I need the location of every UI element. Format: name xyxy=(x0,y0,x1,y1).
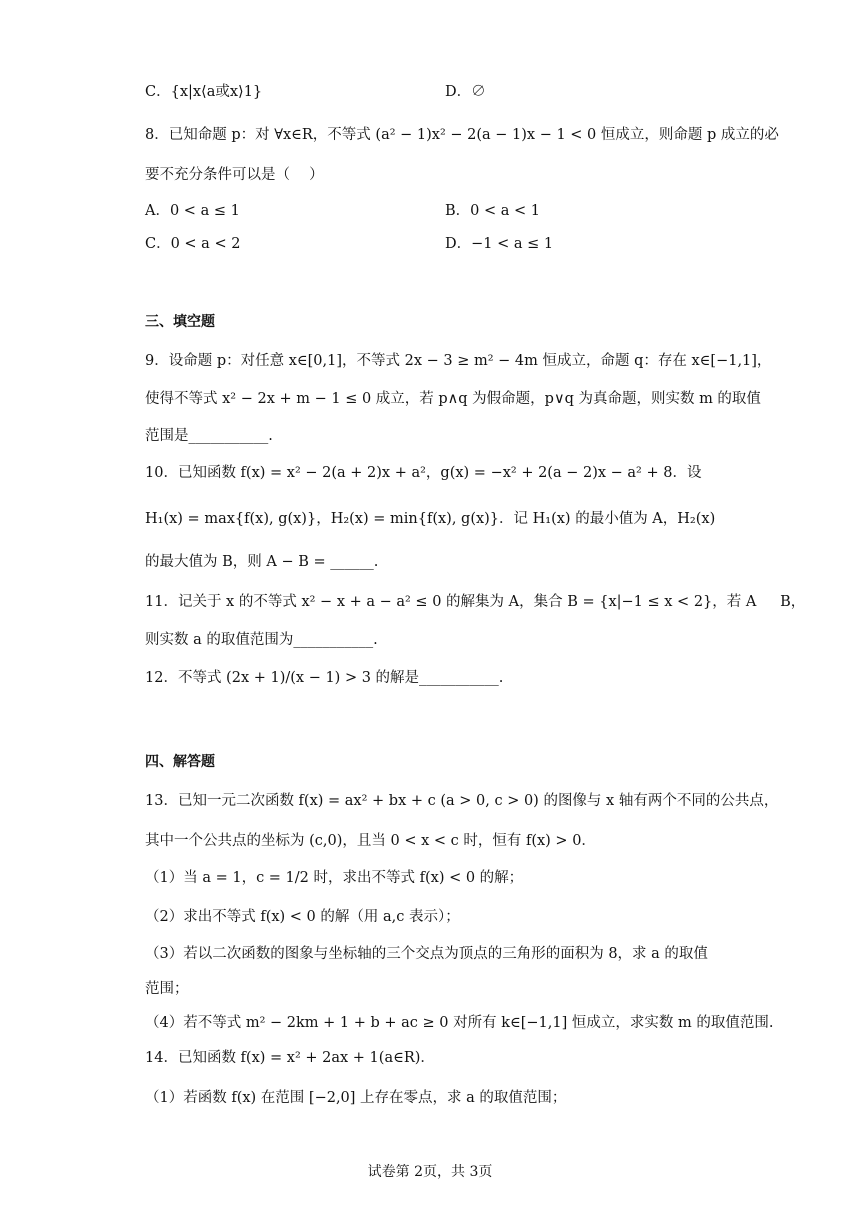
q13-part3-line1: （3）若以二次函数的图象与坐标轴的三个交点为顶点的三角形的面积为 8，求 a 的取值 xyxy=(145,946,708,962)
q13-line1: 13．已知一元二次函数 f(x) = ax² + bx + c (a > 0, c > 0) 的图像与 x 轴有两个不同的公共点， xyxy=(145,793,779,809)
q8-option-d: D．−1 < a ≤ 1 xyxy=(445,236,554,252)
q8-option-b: B．0 < a < 1 xyxy=(445,203,540,219)
q7-option-c: C．{x|x⟨a或x⟩1} xyxy=(145,84,263,100)
q10-line2: H₁(x) = max{f(x), g(x)}，H₂(x) = min{f(x), g(x)}．记 H₁(x) 的最小值为 A，H₂(x) xyxy=(145,511,716,527)
q11-line1: 11．记关于 x 的不等式 x² − x + a − a² ≤ 0 的解集为 A，集合 B = {x|−1 ≤ x < 2}，若 A B， xyxy=(145,594,806,610)
q8-option-c: C．0 < a < 2 xyxy=(145,236,241,252)
q9-line1: 9．设命题 p：对任意 x∈[0,1]，不等式 2x − 3 ≥ m² − 4m 恒成立，命题 q：存在 x∈[−1,1]， xyxy=(145,353,772,369)
section-fill-in-title: 三、填空题 xyxy=(145,314,215,330)
section-answer-title: 四、解答题 xyxy=(145,754,215,770)
q10-line3: 的最大值为 B，则 A − B = ______. xyxy=(145,554,379,570)
q10-line1: 10．已知函数 f(x) = x² − 2(a + 2)x + a²，g(x) = −x² + 2(a − 2)x − a² + 8．设 xyxy=(145,465,702,481)
q11-line2: 则实数 a 的取值范围为___________. xyxy=(145,632,378,648)
q13-part2: （2）求出不等式 f(x) < 0 的解（用 a,c 表示）； xyxy=(145,909,460,925)
q8-stem-line2: 要不充分条件可以是（ ） xyxy=(145,167,324,183)
q13-line2: 其中一个公共点的坐标为 (c,0)，且当 0 < x < c 时，恒有 f(x) > 0． xyxy=(145,833,596,849)
q13-part1: （1）当 a = 1，c = 1/2 时，求出不等式 f(x) < 0 的解； xyxy=(145,870,524,886)
q14-part1: （1）若函数 f(x) 在范围 [−2,0] 上存在零点，求 a 的取值范围； xyxy=(145,1090,567,1106)
q8-stem-line1: 8．已知命题 p：对 ∀x∈R，不等式 (a² − 1)x² − 2(a − 1)x − 1 < 0 恒成立，则命题 p 成立的必 xyxy=(145,127,779,143)
page-footer: 试卷第 2页，共 3页 xyxy=(367,1164,493,1180)
q7-option-d: D．∅ xyxy=(445,84,486,100)
q13-part4: （4）若不等式 m² − 2km + 1 + b + ac ≥ 0 对所有 k∈[−1,1] 恒成立，求实数 m 的取值范围. xyxy=(145,1015,774,1031)
q9-line3: 范围是___________. xyxy=(145,428,273,444)
q8-option-a: A．0 < a ≤ 1 xyxy=(145,203,240,219)
q13-part3-line2: 范围； xyxy=(145,981,189,997)
q14-line1: 14．已知函数 f(x) = x² + 2ax + 1(a∈R)． xyxy=(145,1050,435,1066)
q12-line1: 12．不等式 (2x + 1)/(x − 1) > 3 的解是___________. xyxy=(145,670,504,686)
q9-line2: 使得不等式 x² − 2x + m − 1 ≤ 0 成立，若 p∧q 为假命题，p∨q 为真命题，则实数 m 的取值 xyxy=(145,391,761,407)
